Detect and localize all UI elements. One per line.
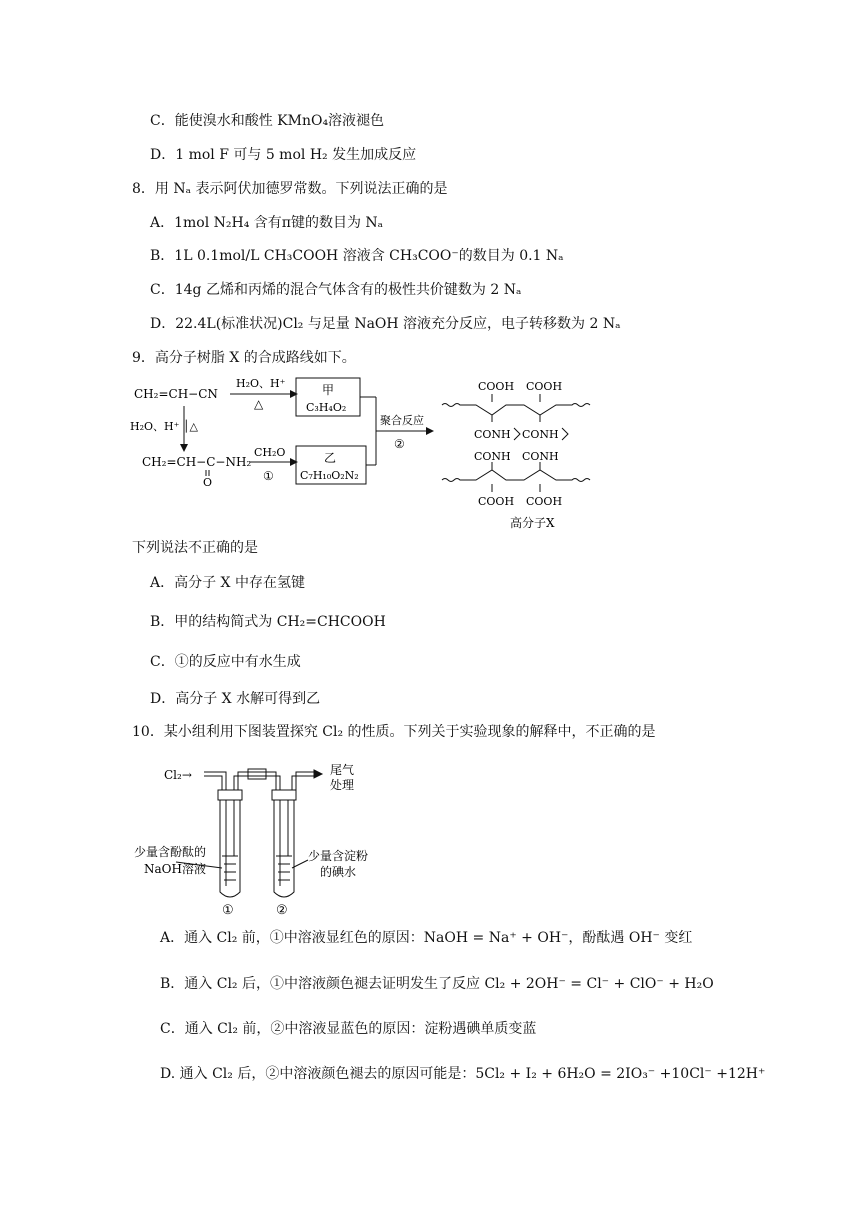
tube-1-marker: ① [222,903,234,916]
q8-option-a: A．1mol N₂H₄ 含有π键的数目为 Nₐ [150,215,384,231]
q8-option-d: D．22.4L(标准状况)Cl₂ 与足量 NaOH 溶液充分反应，电子转移数为 2 Nₐ [150,316,621,332]
compound-yi-formula: C₇H₁₀O₂N₂ [300,469,359,482]
q7-option-c: C．能使溴水和酸性 KMnO₄溶液褪色 [150,113,385,129]
q10-option-c: C．通入 Cl₂ 前，②中溶液显蓝色的原因：淀粉遇碘单质变蓝 [160,1021,537,1037]
step-1-marker: ① [263,469,274,483]
tail-gas-label: 尾气 [330,763,355,777]
synthesis-scheme [126,372,646,538]
tube-1-label-line2: NaOH溶液 [144,862,206,876]
q9-substem: 下列说法不正确的是 [132,540,258,556]
q9-option-d: D．高分子 X 水解可得到乙 [150,691,321,707]
formaldehyde-condition: CH₂O [254,446,286,459]
side-condition: H₂O、H⁺ │△ [130,420,198,433]
polymer-cooh-top-2: COOH [526,380,563,393]
polymerization-label: 聚合反应 [380,414,424,427]
polymer-conh-4: CONH [522,450,559,463]
acrylamide-oxygen: O [203,476,213,489]
q9-option-c: C．①的反应中有水生成 [150,654,301,670]
q8-option-c: C．14g 乙烯和丙烯的混合气体含有的极性共价键数为 2 Nₐ [150,282,522,298]
compound-yi-name: 乙 [324,451,337,465]
chlorine-apparatus [130,756,410,916]
q7-option-d: D．1 mol F 可与 5 mol H₂ 发生加成反应 [150,147,417,163]
polymer-conh-1: CONH [474,428,511,441]
polymer-cooh-bottom-1: COOH [478,495,515,508]
q10-option-d: D. 通入 Cl₂ 后，②中溶液颜色褪去的原因可能是：5Cl₂ + I₂ + 6H₂O = 2IO₃⁻ +10Cl⁻ +12H⁺ [160,1066,766,1082]
polymer-x-structure [442,394,590,492]
cl2-inlet-label: Cl₂→ [164,768,192,782]
polymer-cooh-top-1: COOH [478,380,515,393]
tube-1-label-line1: 少量含酚酞的 [134,845,207,859]
tube-2-label-line2: 的碘水 [320,865,357,879]
step-2-marker: ② [394,437,405,451]
compound-jia-formula: C₃H₄O₂ [306,401,347,414]
hydrolysis-condition: H₂O、H⁺ [236,377,286,390]
acrylonitrile-formula: CH₂=CH−CN [134,387,218,401]
q8-stem: 8．用 Nₐ 表示阿伏加德罗常数。下列说法正确的是 [132,181,448,197]
q10-stem: 10．某小组利用下图装置探究 Cl₂ 的性质。下列关于实验现象的解释中，不正确的是 [132,724,656,740]
polymer-conh-3: CONH [474,450,511,463]
polymer-cooh-bottom-2: COOH [526,495,563,508]
tail-gas-treatment-label: 处理 [330,778,355,792]
polymer-x-label: 高分子X [510,516,555,530]
q9-option-a: A．高分子 X 中存在氢键 [150,575,305,591]
tube-2-label-line1: 少量含淀粉 [308,849,369,863]
q8-option-b: B．1L 0.1mol/L CH₃COOH 溶液含 CH₃COO⁻的数目为 0.1 Nₐ [150,248,564,264]
acrylamide-formula: CH₂=CH−C−NH₂ [142,455,252,469]
q9-option-b: B．甲的结构简式为 CH₂=CHCOOH [150,614,386,630]
compound-jia-name: 甲 [322,383,335,397]
q9-stem: 9．高分子树脂 X 的合成路线如下。 [132,350,356,366]
q10-option-a: A．通入 Cl₂ 前，①中溶液显红色的原因：NaOH = Na⁺ + OH⁻，酚酞遇 OH⁻ 变红 [160,930,693,946]
polymer-conh-2: CONH [522,428,559,441]
heat-symbol: △ [254,397,264,411]
q10-option-b: B．通入 Cl₂ 后，①中溶液颜色褪去证明发生了反应 Cl₂ + 2OH⁻ = Cl⁻ + ClO⁻ + H₂O [160,976,714,992]
tube-2-marker: ② [276,903,288,916]
